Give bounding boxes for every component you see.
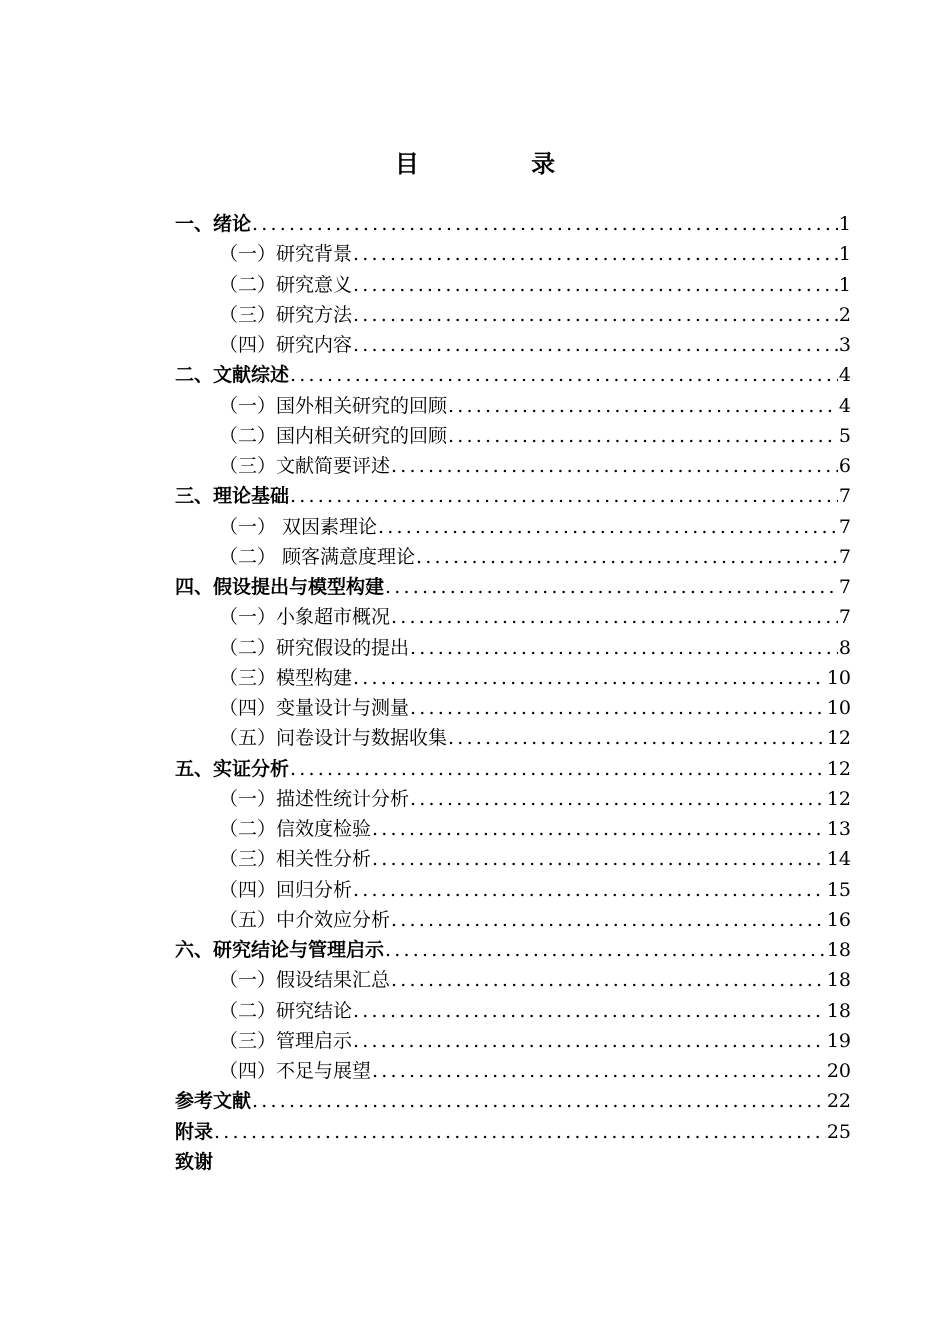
toc-leader-dots	[353, 300, 838, 330]
toc-page-number: 4	[838, 364, 851, 387]
toc-page-number: 6	[838, 455, 851, 477]
toc-page-number: 20	[826, 1060, 851, 1082]
toc-section-entry[interactable]	[175, 723, 851, 753]
toc-leader-dots	[391, 965, 826, 995]
toc-page-number: 7	[838, 576, 851, 598]
toc-entry-label: （一）小象超市概况	[219, 606, 391, 629]
toc-entry-label: （四）回归分析	[219, 878, 353, 901]
toc-section-entry[interactable]	[175, 421, 851, 451]
toc-section-entry[interactable]	[175, 542, 851, 572]
toc-leader-dots	[410, 633, 838, 663]
toc-entry-label: （四）研究内容	[219, 334, 353, 356]
toc-page-number: 13	[826, 818, 851, 840]
toc-leader-dots	[385, 935, 826, 965]
toc-leader-dots	[391, 602, 838, 632]
toc-leader-dots	[378, 512, 838, 542]
toc-section-entry[interactable]	[175, 693, 851, 723]
toc-page-number: 7	[838, 606, 851, 629]
toc-leader-dots	[353, 330, 838, 360]
toc-chapter-entry[interactable]	[175, 209, 851, 239]
toc-entry-label: 一、绪论	[175, 213, 252, 235]
toc-entry-label: （二）研究结论	[219, 999, 353, 1022]
toc-entry-label: （一）国外相关研究的回顾	[219, 394, 448, 417]
toc-section-entry[interactable]	[175, 330, 851, 360]
toc-page-number: 5	[838, 424, 851, 447]
toc-page-number: 14	[826, 848, 851, 871]
toc-section-entry[interactable]	[175, 451, 851, 481]
toc-page-number: 19	[826, 1029, 851, 1052]
toc-section-entry[interactable]	[175, 965, 851, 995]
toc-leader-dots	[391, 451, 838, 481]
table-of-contents	[175, 209, 851, 1177]
toc-section-entry[interactable]	[175, 844, 851, 874]
toc-page-number: 18	[826, 939, 851, 961]
toc-page-number: 16	[826, 908, 851, 931]
toc-leader-dots	[252, 209, 838, 239]
toc-leader-dots	[372, 844, 826, 874]
toc-chapter-entry[interactable]	[175, 1147, 851, 1177]
toc-leader-dots	[372, 1056, 826, 1086]
toc-section-entry[interactable]	[175, 784, 851, 814]
toc-entry-label: （三）研究方法	[219, 303, 353, 326]
toc-entry-label: （二）研究意义	[219, 273, 353, 296]
toc-section-entry[interactable]	[175, 270, 851, 300]
toc-entry-label: （三）相关性分析	[219, 848, 372, 871]
toc-leader-dots	[448, 391, 838, 421]
toc-section-entry[interactable]	[175, 1056, 851, 1086]
toc-section-entry[interactable]	[175, 1026, 851, 1056]
toc-leader-dots	[290, 360, 838, 390]
toc-entry-label: 附录	[175, 1120, 214, 1143]
toc-leader-dots	[214, 1117, 826, 1147]
toc-page-number: 12	[826, 727, 851, 750]
toc-entry-label: （一） 双因素理论	[219, 515, 378, 538]
toc-page-number: 8	[838, 636, 851, 659]
toc-entry-label: 二、文献综述	[175, 364, 290, 387]
toc-entry-label: （一）描述性统计分析	[219, 787, 410, 810]
toc-entry-label: （三）文献简要评述	[219, 455, 391, 477]
toc-entry-label: 三、理论基础	[175, 485, 290, 508]
toc-leader-dots	[353, 239, 838, 269]
toc-page-number: 18	[826, 999, 851, 1022]
toc-section-entry[interactable]	[175, 300, 851, 330]
toc-page-number: 2	[838, 303, 851, 326]
toc-page-number: 4	[838, 394, 851, 417]
toc-chapter-entry[interactable]	[175, 572, 851, 602]
toc-leader-dots	[372, 814, 826, 844]
toc-entry-label: （一）假设结果汇总	[219, 969, 391, 992]
toc-leader-dots	[353, 663, 826, 693]
toc-section-entry[interactable]	[175, 996, 851, 1026]
toc-leader-dots	[448, 421, 838, 451]
toc-page-number: 12	[826, 787, 851, 810]
toc-entry-label: （五）中介效应分析	[219, 908, 391, 931]
toc-entry-label: （五）问卷设计与数据收集	[219, 727, 448, 750]
toc-entry-label: 致谢	[175, 1150, 214, 1173]
toc-page-number: 7	[838, 545, 851, 568]
toc-entry-label: （三）管理启示	[219, 1029, 353, 1052]
toc-page-number: 10	[826, 697, 851, 719]
toc-entry-label: 参考文献	[175, 1090, 252, 1113]
toc-page-number: 7	[838, 515, 851, 538]
toc-page-number: 3	[838, 334, 851, 356]
toc-entry-label: （二）研究假设的提出	[219, 636, 410, 659]
toc-section-entry[interactable]	[175, 663, 851, 693]
toc-page-number: 15	[826, 878, 851, 901]
toc-leader-dots	[391, 905, 826, 935]
toc-page-number: 1	[838, 213, 851, 235]
toc-page-number: 18	[826, 969, 851, 992]
toc-page-number: 1	[838, 243, 851, 266]
toc-leader-dots	[448, 723, 826, 753]
toc-leader-dots	[353, 270, 838, 300]
toc-leader-dots	[290, 481, 838, 511]
toc-leader-dots	[252, 1086, 826, 1116]
toc-page-number: 7	[838, 485, 851, 508]
toc-entry-label: （二）信效度检验	[219, 818, 372, 840]
toc-leader-dots	[410, 784, 826, 814]
page-title: 目 录	[394, 149, 608, 178]
toc-chapter-entry[interactable]	[175, 481, 851, 511]
toc-entry-label: 五、实证分析	[175, 757, 290, 780]
toc-entry-label: （二）国内相关研究的回顾	[219, 424, 448, 447]
toc-entry-label: 六、研究结论与管理启示	[175, 939, 385, 961]
toc-section-entry[interactable]	[175, 239, 851, 269]
toc-page-number: 25	[826, 1120, 851, 1143]
toc-section-entry[interactable]	[175, 814, 851, 844]
toc-section-entry[interactable]	[175, 905, 851, 935]
toc-chapter-entry[interactable]	[175, 935, 851, 965]
toc-section-entry[interactable]	[175, 512, 851, 542]
toc-page-number: 12	[826, 757, 851, 780]
toc-section-entry[interactable]	[175, 875, 851, 905]
toc-entry-label: （一）研究背景	[219, 243, 353, 266]
toc-chapter-entry[interactable]	[175, 1086, 851, 1116]
toc-leader-dots	[416, 542, 838, 572]
toc-section-entry[interactable]	[175, 602, 851, 632]
toc-entry-label: （四）变量设计与测量	[219, 697, 410, 719]
toc-page-number: 1	[838, 273, 851, 296]
toc-entry-label: （三）模型构建	[219, 666, 353, 689]
toc-leader-dots	[385, 572, 838, 602]
toc-leader-dots	[353, 1026, 826, 1056]
toc-entry-label: （四）不足与展望	[219, 1060, 372, 1082]
toc-chapter-entry[interactable]	[175, 360, 851, 390]
toc-chapter-entry[interactable]	[175, 754, 851, 784]
toc-entry-label: （二） 顾客满意度理论	[219, 545, 416, 568]
toc-chapter-entry[interactable]	[175, 1117, 851, 1147]
toc-section-entry[interactable]	[175, 391, 851, 421]
toc-page-number: 22	[826, 1090, 851, 1113]
toc-entry-label: 四、假设提出与模型构建	[175, 576, 385, 598]
toc-section-entry[interactable]	[175, 633, 851, 663]
toc-leader-dots	[410, 693, 826, 723]
toc-leader-dots	[353, 875, 826, 905]
toc-leader-dots	[353, 996, 826, 1026]
toc-leader-dots	[290, 754, 826, 784]
toc-page-number: 10	[826, 666, 851, 689]
